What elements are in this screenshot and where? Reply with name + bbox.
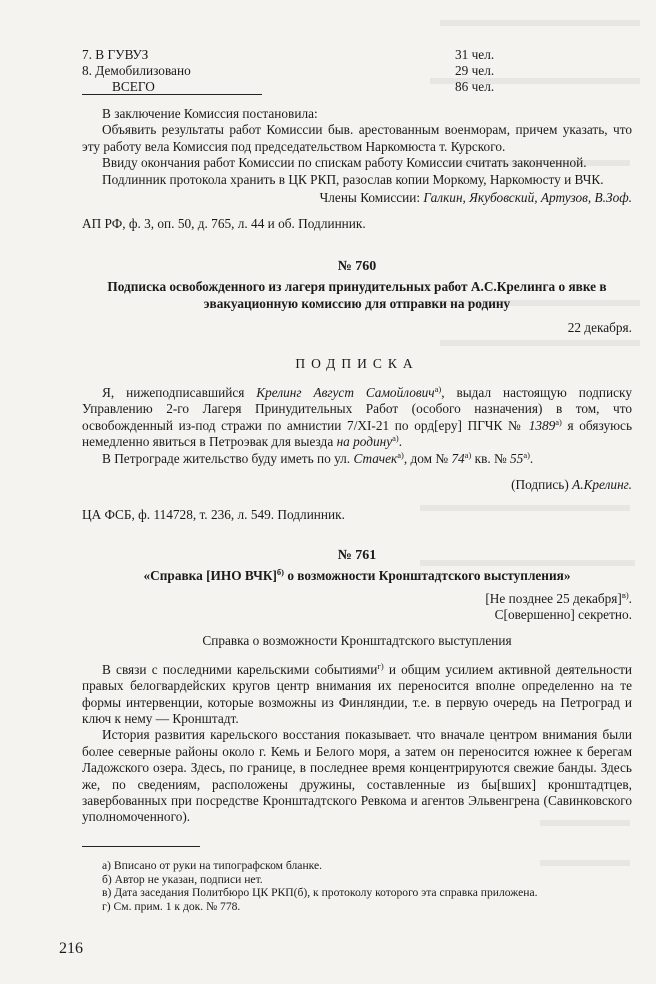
footnote-marker: а) <box>555 416 562 427</box>
residence-paragraph: В Петрограде жительство буду иметь по ул. Стачек$^{а)}$, дом № $74^{а)}$ кв. № $55^{а)}$. <box>102 449 534 466</box>
signer-name: Крелинг Август Самойлович <box>256 384 435 400</box>
body-paragraph: История развития карельского восстания показывает. что вначале центром внимания были более северные районы около г. Кемь и Белого моря, а затем он переносится южнее к берегам Ладожского озера. Здесь, по границе, в последнее время концентрируются свежие банды. Здесь же, по сведениям, расположены дружины, составленные из бы[вших] кронштадтцев, завербованных при посредстве Кронштадтского Ревкома и агентов Эльвенгрена (Савинковского уполномоченного). <box>82 727 632 825</box>
document-number: № 761 <box>337 547 377 563</box>
tally-list <box>82 47 632 96</box>
tally-row <box>82 47 552 63</box>
pledge-paragraph: Я, нижеподписавшийся Крелинг Август Самойлович$^{а)}$, выдал настоящую подписку Управлению 2-го Лагеря Принудительных Работ (особого назначения) в том, что освобожденный из-под стражи по амнистии 7/XI-21 по орд[еру] ПГЧК № $1389^{а)}$ я обязуюсь немедленно явиться в Петроэвак для выезда на родину$^{а)}$. <box>82 383 633 450</box>
footnote-marker: а) <box>464 449 472 460</box>
commission-members <box>82 190 632 206</box>
signature-name: А.Крелинг. <box>572 476 632 492</box>
handwritten-phrase: на родину <box>336 434 393 450</box>
street-name: Стачек <box>353 450 398 466</box>
resolution-paragraph: Ввиду окончания работ Комиссии по спискам работу Комиссии считать законченной. <box>102 155 587 171</box>
document-title: Подписка освобожденного из лагеря принудительных работ А.С.Крелинга о явке в эвакуационную комиссию для отправки на родину <box>107 279 607 311</box>
body-paragraph: В связи с последними карельскими событиями$^{г)}$ и общим усилием активной деятельности правых белогвардейских кругов центр внимания их переносится вполне определенно на те формы интервенции, которые возможны из Финляндии, т.е. в первую очередь на Петроград и ключ к нему — Кронштадт. <box>82 660 633 726</box>
footnote-marker: а) <box>392 433 399 444</box>
footnote-marker: а) <box>434 383 442 394</box>
page-number: 216 <box>59 940 83 957</box>
footnote: а) Вписано от руки на типографском бланке. <box>102 858 323 872</box>
resolution-intro: В заключение Комиссия постановила: <box>102 106 318 121</box>
footnote: г) См. прим. 1 к док. № 778. <box>102 900 241 914</box>
document-subtitle: Справка о возможности Кронштадтского выступления <box>202 633 512 649</box>
flat-number: 55 <box>510 450 524 466</box>
document-number: № 760 <box>337 258 377 274</box>
document-date: [Не позднее 25 декабря]$^{в)}$. <box>485 589 632 606</box>
footnote-marker: б) <box>276 567 284 578</box>
footnote-marker: а) <box>397 449 404 460</box>
order-number: 1389 <box>528 417 556 433</box>
tally-label: 8. Демобилизовано <box>82 63 191 78</box>
resolution-paragraph: Объявить результаты работ Комиссии быв. арестованным военморам, причем указать, что эту работу вела Комиссия под председательством Наркомюста т. Курского. <box>82 122 632 154</box>
archive-reference: ЦА ФСБ, ф. 114728, т. 236, л. 549. Подлинник. <box>82 507 345 523</box>
footnote-divider <box>82 846 200 847</box>
archive-reference: АП РФ, ф. 3, оп. 50, д. 765, л. 44 и об. Подлинник. <box>82 216 366 232</box>
footnotes <box>82 859 632 914</box>
footnote: в) Дата заседания Политбюро ЦК РКП(б), к протоколу которого эта справка приложена. <box>102 886 538 900</box>
signature-line: (Подпись) А.Крелинг. <box>511 476 632 492</box>
members-label: Члены Комиссии: <box>319 190 424 206</box>
tally-value: 31 чел. <box>455 47 495 62</box>
tally-total-row <box>82 79 552 95</box>
resolution-paragraph: Подлинник протокола хранить в ЦК РКП, разослав копии Моркому, Наркомюсту и ВЧК. <box>102 171 604 187</box>
footnote-marker: г) <box>377 660 384 671</box>
footnote-marker: в) <box>621 589 629 600</box>
secrecy-stamp: С[овершенно] секретно. <box>494 606 632 622</box>
tally-total-label: ВСЕГО <box>112 79 155 94</box>
document-page <box>82 47 632 914</box>
tally-row <box>82 63 552 79</box>
tally-total-value: 86 чел. <box>455 79 495 94</box>
document-date: 22 декабря. <box>567 320 632 336</box>
footnote-marker: а) <box>523 449 530 460</box>
footnote: б) Автор не указан, подписи нет. <box>102 872 263 886</box>
document-title: «Справка [ИНО ВЧК]$^{б)}$ о возможности Кронштадтского выступления» <box>143 567 571 584</box>
members-names: Галкин, Якубовский, Артузов, В.Зоф. <box>423 190 632 206</box>
document-heading: ПОДПИСКА <box>295 356 419 372</box>
house-number: 74 <box>451 450 465 466</box>
tally-label: 7. В ГУВУЗ <box>82 47 149 62</box>
tally-underline <box>82 94 262 95</box>
tally-value: 29 чел. <box>455 63 495 78</box>
